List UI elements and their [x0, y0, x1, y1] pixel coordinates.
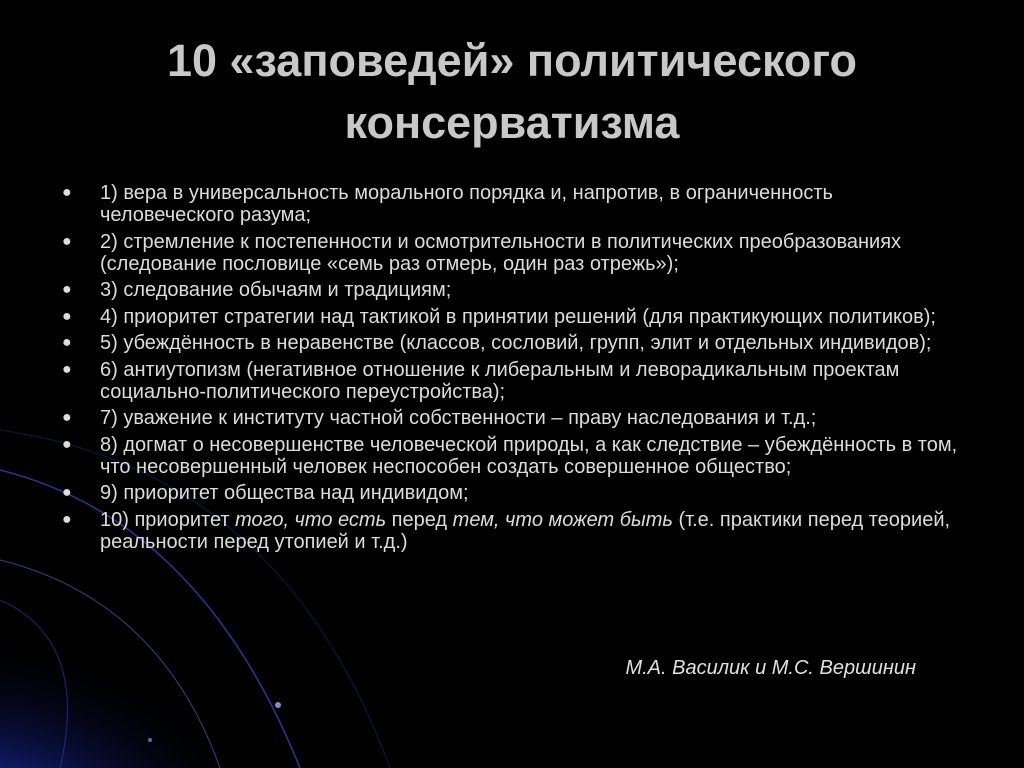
list-item	[60, 407, 960, 429]
list-item-text: 8) догмат о несовершенстве человеческой природы, а как следствие – убеждённость в том, что несовершенный человек неспособен создать совершенное общество;	[100, 433, 958, 478]
item-10-middle: перед	[386, 508, 453, 531]
bullet-icon: ●	[62, 232, 72, 250]
list-item-text: 7) уважение к институту частной собственности – праву наследования и т.д.;	[100, 407, 817, 429]
list-item	[60, 482, 960, 504]
item-10-suffix: (т.е. практики перед теорией, реальности перед утопией и т.д.)	[100, 508, 951, 553]
list-item-text: 5) убеждённость в неравенстве (классов, сословий, групп, элит и отдельных индивидов);	[100, 332, 932, 354]
list-item	[60, 509, 960, 553]
bullet-icon: ●	[62, 307, 72, 325]
bullet-icon: ●	[62, 484, 72, 501]
author-credit: М.А. Василик и М.С. Вершинин	[625, 657, 916, 679]
bullet-icon: ●	[62, 510, 72, 528]
item-10-italic-2: тем, что может быть	[452, 508, 673, 531]
list-item	[60, 434, 960, 478]
list-item	[60, 306, 960, 328]
list-item	[60, 231, 960, 275]
title-line-1: 10 «заповедей» политического	[166, 35, 858, 86]
bullet-icon: ●	[62, 281, 72, 298]
list-item	[60, 279, 960, 301]
list-item	[60, 182, 960, 226]
item-10-italic-1: того, что есть	[235, 508, 387, 531]
list-item-text: 6) антиутопизм (негативное отношение к либеральным и леворадикальным проектам социально-политического переустройства);	[100, 358, 900, 403]
item-10-prefix: 10) приоритет	[100, 508, 236, 531]
bullet-icon: ●	[62, 409, 72, 426]
list-item-text: 4) приоритет стратегии над тактикой в принятии решений (для практикующих политиков);	[100, 305, 936, 328]
commandments-list	[60, 182, 960, 557]
list-item-text: 3) следование обычаям и традициям;	[100, 279, 452, 301]
title-line-2: консерватизма	[344, 97, 680, 148]
list-item-text: 9) приоритет общества над индивидом;	[100, 482, 469, 504]
list-item	[60, 359, 960, 403]
bullet-icon: ●	[62, 360, 72, 378]
list-item	[60, 332, 960, 354]
list-item-text: 2) стремление к постепенности и осмотрительности в политических преобразованиях (следование пословице «семь раз отмерь, один раз отрежь»);	[100, 230, 902, 275]
list-item-text: 1) вера в универсальность морального порядка и, напротив, в ограниченность человеческого разума;	[100, 182, 833, 226]
bullet-icon: ●	[62, 184, 72, 201]
bullet-icon: ●	[62, 334, 72, 351]
slide-title	[40, 30, 984, 154]
bullet-icon: ●	[62, 435, 72, 453]
